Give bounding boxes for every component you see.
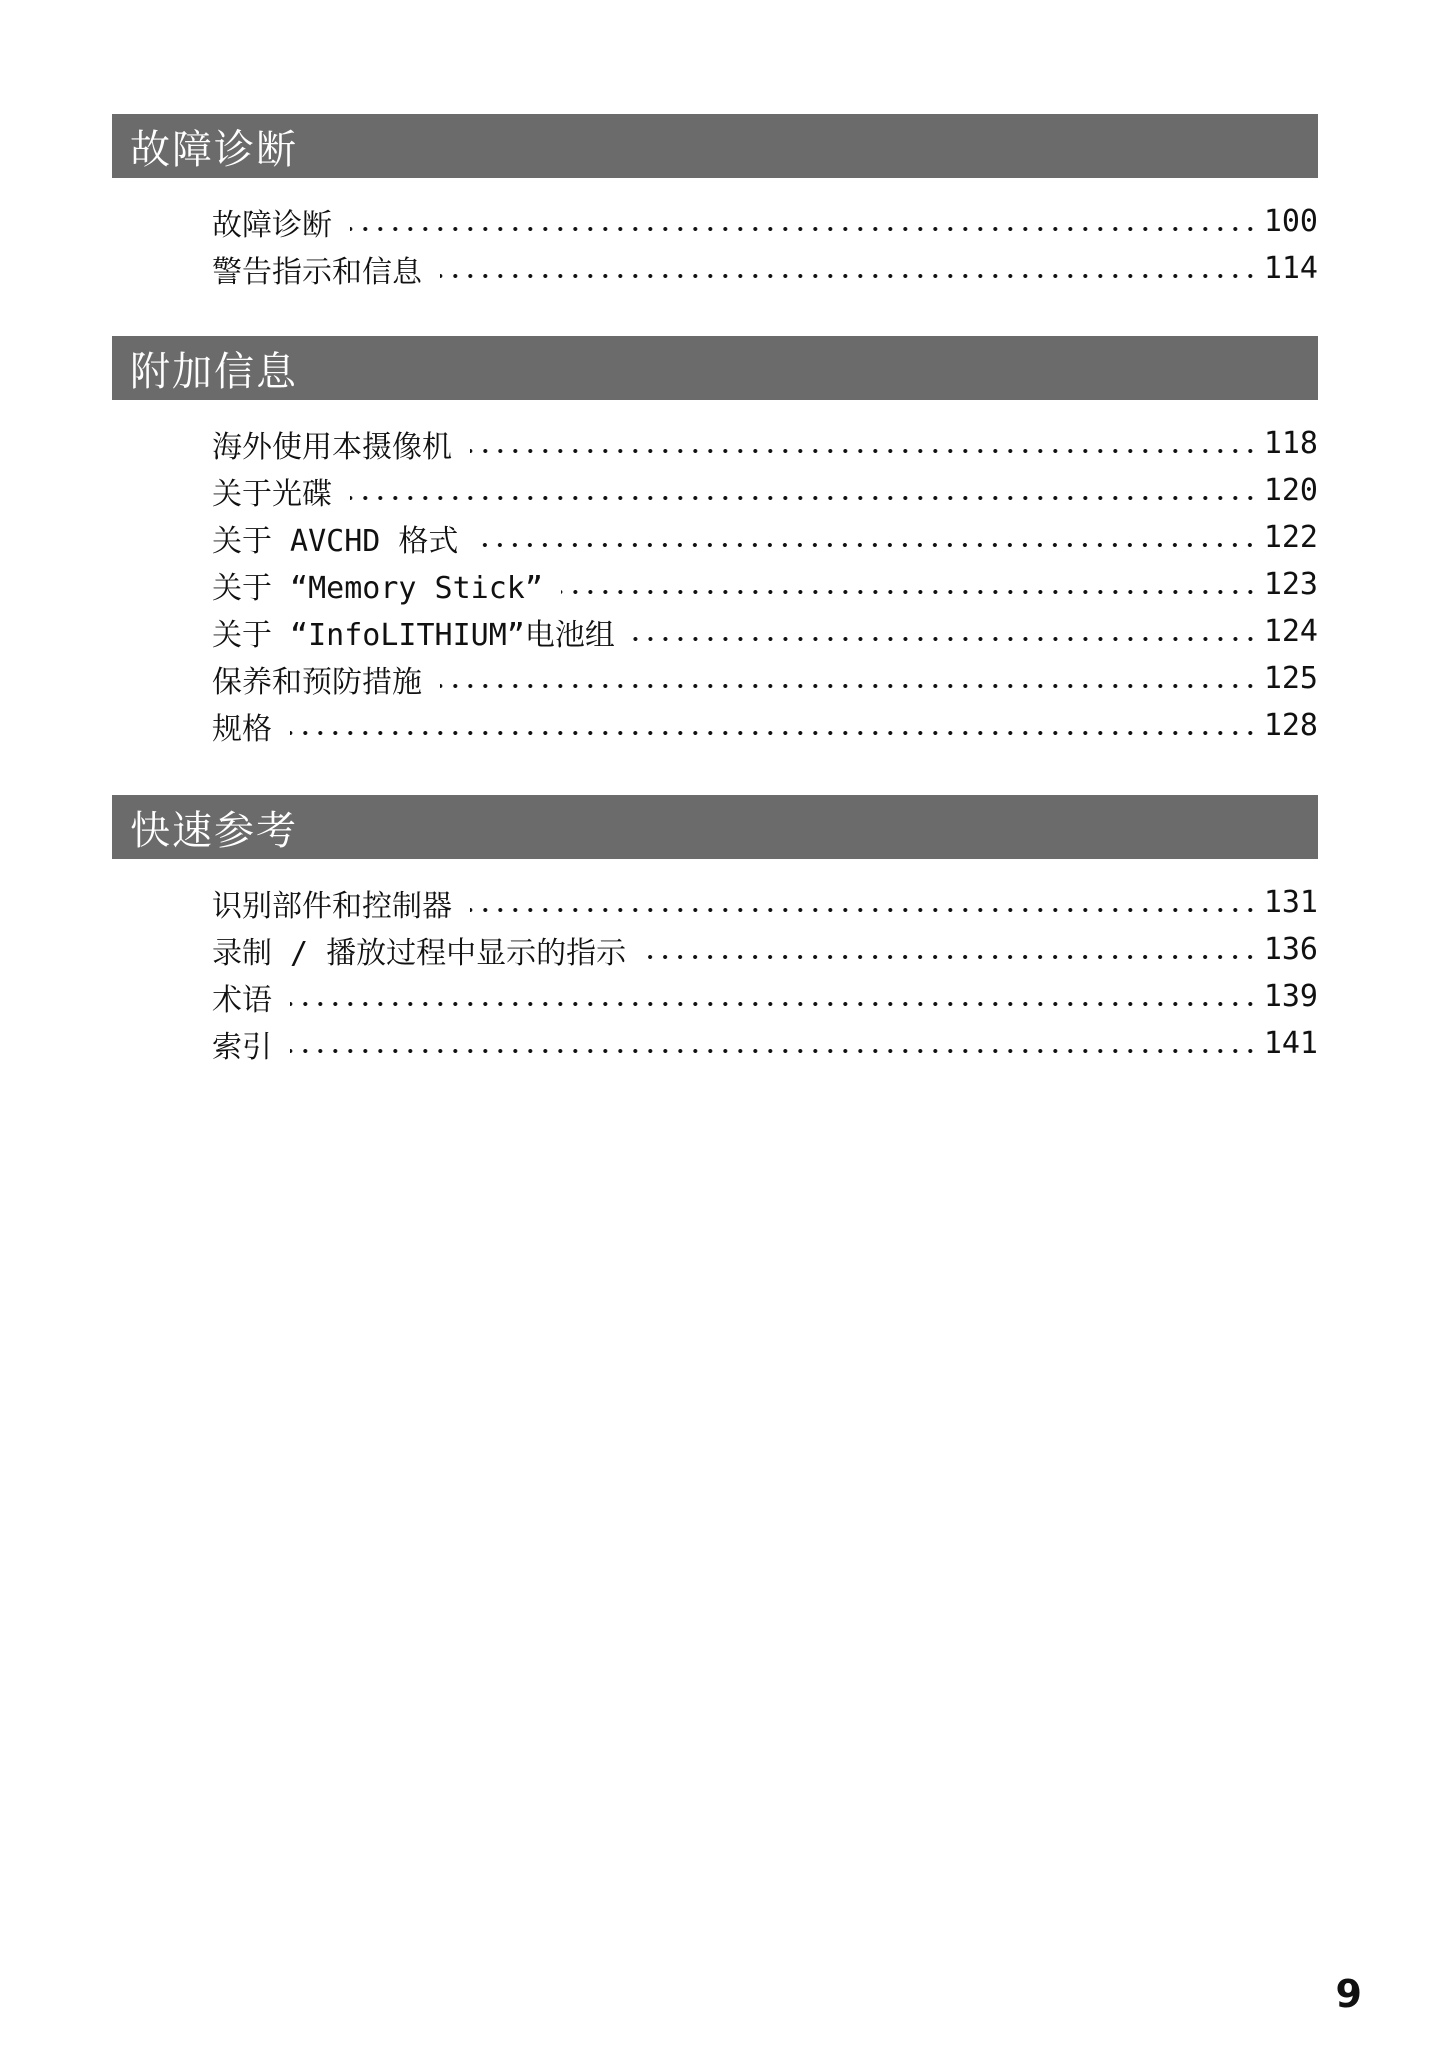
toc-entry-label: 海外使用本摄像机	[212, 429, 452, 465]
toc-entry[interactable]	[212, 245, 1318, 292]
dot-leader	[290, 1002, 1258, 1006]
dot-leader	[470, 449, 1258, 453]
toc-list	[112, 198, 1318, 292]
toc-entry-label: 关于 “InfoLITHIUM”电池组	[212, 617, 615, 653]
toc-entry-page: 131	[1263, 885, 1318, 920]
toc-entry-page: 128	[1263, 708, 1318, 743]
toc-entry[interactable]	[212, 198, 1318, 245]
toc-entry-label: 识别部件和控制器	[212, 888, 452, 924]
section-troubleshooting	[112, 114, 1318, 292]
toc-entry-page: 136	[1263, 932, 1318, 967]
toc-entry-page: 114	[1263, 251, 1318, 286]
toc-entry-page: 100	[1263, 204, 1318, 239]
toc-entry-page: 124	[1263, 614, 1318, 649]
toc-entry-page: 141	[1263, 1026, 1318, 1061]
toc-entry-label: 故障诊断	[212, 207, 332, 243]
toc-entry-label: 警告指示和信息	[212, 254, 422, 290]
section-heading: 快速参考	[112, 795, 1318, 859]
toc-entry-page: 123	[1263, 567, 1318, 602]
toc-list	[112, 420, 1318, 749]
dot-leader	[350, 496, 1258, 500]
toc-entry-page: 122	[1263, 520, 1318, 555]
toc-entry-label: 关于 AVCHD 格式	[212, 523, 459, 559]
dot-leader	[633, 637, 1258, 641]
toc-entry-label: 索引	[212, 1029, 272, 1065]
section-additional-info	[112, 336, 1318, 749]
toc-entry-label: 录制 / 播放过程中显示的指示	[212, 935, 627, 971]
toc-entry[interactable]	[212, 926, 1318, 973]
toc-entry-label: 保养和预防措施	[212, 664, 422, 700]
toc-entry[interactable]	[212, 655, 1318, 702]
section-heading: 附加信息	[112, 336, 1318, 400]
toc-entry-label: 术语	[212, 982, 272, 1018]
dot-leader	[290, 731, 1258, 735]
page-number: 9	[1335, 1972, 1362, 2016]
toc-entry-page: 125	[1263, 661, 1318, 696]
toc-list	[112, 879, 1318, 1067]
toc-entry[interactable]	[212, 467, 1318, 514]
toc-entry-page: 118	[1263, 426, 1318, 461]
toc-entry[interactable]	[212, 514, 1318, 561]
section-heading: 故障诊断	[112, 114, 1318, 178]
dot-leader	[470, 908, 1258, 912]
toc-entry[interactable]	[212, 702, 1318, 749]
toc-entry[interactable]	[212, 608, 1318, 655]
toc-entry-page: 120	[1263, 473, 1318, 508]
dot-leader	[476, 543, 1257, 547]
section-quick-reference	[112, 795, 1318, 1067]
dot-leader	[350, 227, 1258, 231]
toc-entry[interactable]	[212, 420, 1318, 467]
toc-entry[interactable]	[212, 561, 1318, 608]
toc-entry[interactable]	[212, 1020, 1318, 1067]
toc-entry-label: 关于 “Memory Stick”	[212, 570, 543, 606]
dot-leader	[561, 590, 1258, 594]
dot-leader	[290, 1049, 1258, 1053]
toc-entry[interactable]	[212, 973, 1318, 1020]
dot-leader	[440, 274, 1258, 278]
toc-entry[interactable]	[212, 879, 1318, 926]
dot-leader	[644, 955, 1258, 959]
toc-entry-label: 规格	[212, 711, 272, 747]
dot-leader	[440, 684, 1258, 688]
toc-entry-page: 139	[1263, 979, 1318, 1014]
toc-entry-label: 关于光碟	[212, 476, 332, 512]
